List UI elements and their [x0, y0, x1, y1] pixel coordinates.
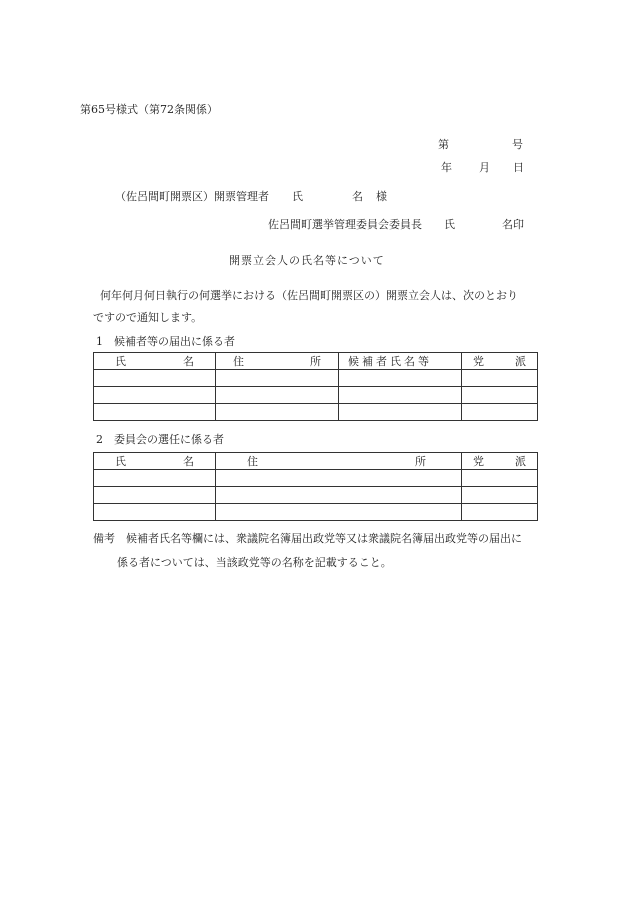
header-address: 住 所: [216, 353, 339, 370]
sender-shi: 氏: [444, 218, 455, 231]
addressee-mei: 名: [352, 190, 363, 203]
remark-line-2: 係る者については、当該政党等の名称を記載すること。: [117, 556, 392, 569]
table-row: [94, 504, 538, 521]
header-candidate: 候補者氏名等: [339, 353, 462, 370]
table-row: [94, 470, 538, 487]
sender-mei-seal: 名印: [502, 218, 524, 231]
body-line-1: 何年何月何日執行の何選挙における（佐呂間町開票区の）開票立会人は、次のとおり: [100, 289, 518, 302]
sender-org: 佐呂間町選挙管理委員会委員長: [268, 218, 422, 231]
remark-line-1: 備考 候補者氏名等欄には、衆議院名簿届出政党等又は衆議院名簿届出政党等の届出に: [93, 532, 522, 545]
table-row: [94, 370, 538, 387]
doc-number-gou: 号: [512, 138, 523, 151]
header-party: 党 派: [462, 453, 538, 470]
section2-table: [93, 452, 538, 521]
body-line-2: ですので通知します。: [93, 311, 203, 324]
table-row: [94, 404, 538, 421]
addressee-sama: 様: [376, 190, 387, 203]
header-name: 氏 名: [94, 353, 216, 370]
section1-heading: 1 候補者等の届出に係る者: [96, 335, 235, 348]
addressee-org: （佐呂間町開票区）開票管理者: [115, 190, 269, 203]
document-title: 開票立会人の氏名等について: [229, 254, 385, 267]
doc-number-dai: 第: [438, 138, 449, 151]
table-header-row: [94, 453, 538, 470]
date-year: 年: [441, 161, 452, 174]
header-name: 氏 名: [94, 453, 216, 470]
date-month: 月: [479, 161, 490, 174]
section1-table: [93, 352, 538, 421]
form-number: 第65号様式（第72条関係）: [80, 103, 218, 116]
table-row: [94, 387, 538, 404]
table-header-row: [94, 353, 538, 370]
addressee-shi: 氏: [292, 190, 303, 203]
header-party: 党 派: [462, 353, 538, 370]
header-address: 住 所: [216, 453, 462, 470]
table-row: [94, 487, 538, 504]
section2-heading: 2 委員会の選任に係る者: [96, 433, 224, 446]
date-day: 日: [513, 161, 524, 174]
